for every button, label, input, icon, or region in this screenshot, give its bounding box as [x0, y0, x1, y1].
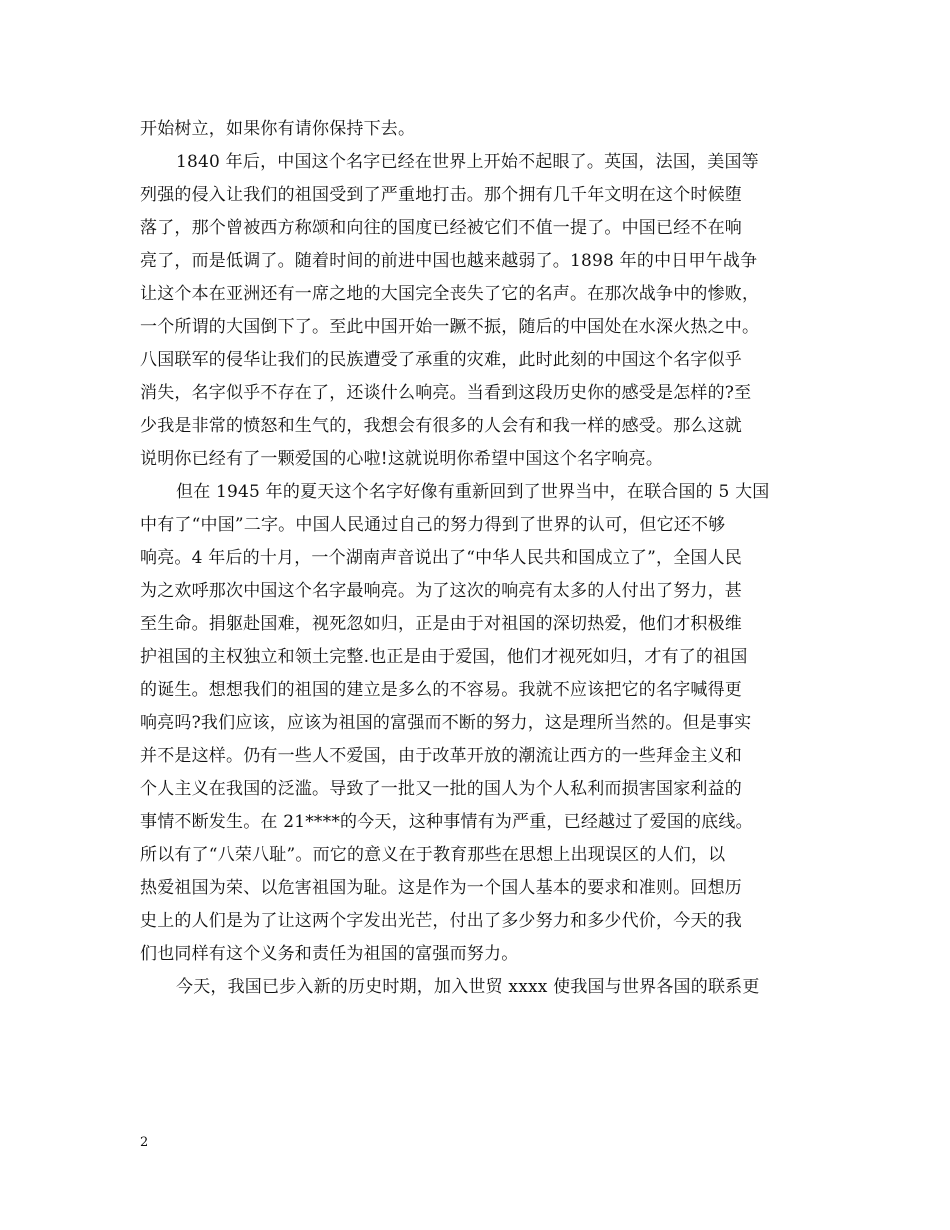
text-line: 八国联军的侵华让我们的民族遭受了承重的灾难，此时此刻的中国这个名字似乎 — [140, 350, 742, 370]
text-line: 中有了“中国”二字。中国人民通过自己的努力得到了世界的认可，但它还不够 — [140, 515, 726, 535]
text-line: 个人主义在我国的泛滥。导致了一批又一批的国人为个人私利而损害国家利益的 — [140, 779, 742, 799]
text-line: 说明你已经有了一颗爱国的心啦!这就说明你希望中国这个名字响亮。 — [140, 449, 664, 469]
text-line: 护祖国的主权独立和领土完整.也正是由于爱国，他们才视死如归，才有了的祖国 — [140, 647, 748, 667]
text-line: 一个所谓的大国倒下了。至此中国开始一蹶不振，随后的中国处在水深火热之中。 — [140, 317, 760, 337]
text-line: 消失，名字似乎不存在了，还谈什么响亮。当看到这段历史你的感受是怎样的?至 — [140, 383, 752, 403]
text-line: 响亮吗?我们应该，应该为祖国的富强而不断的努力，这是理所当然的。但是事实 — [140, 713, 752, 733]
text-line: 们也同样有这个义务和责任为祖国的富强而努力。 — [140, 944, 519, 964]
paragraph-first-line: 1840 年后，中国这个名字已经在世界上开始不起眼了。英国，法国，美国等 — [176, 152, 759, 172]
document-body — [140, 113, 830, 1004]
text-line: 落了，那个曾被西方称颂和向往的国度已经被它们不值一提了。中国已经不在响 — [140, 218, 742, 238]
text-line: 列强的侵入让我们的祖国受到了严重地打击。那个拥有几千年文明在这个时候堕 — [140, 185, 742, 205]
page-number: 2 — [140, 1135, 149, 1150]
text-line: 为之欢呼那次中国这个名字最响亮。为了这次的响亮有太多的人付出了努力，甚 — [140, 581, 742, 601]
paragraph-first-line: 今天，我国已步入新的历史时期，加入世贸 xxxx 使我国与世界各国的联系更 — [176, 977, 760, 997]
text-line: 亮了，而是低调了。随着时间的前进中国也越来越弱了。1898 年的中日甲午战争 — [140, 251, 758, 271]
text-line: 热爱祖国为荣、以危害祖国为耻。这是作为一个国人基本的要求和准则。回想历 — [140, 878, 742, 898]
text-line: 所以有了“八荣八耻”。而它的意义在于教育那些在思想上出现误区的人们，以 — [140, 845, 726, 865]
text-line: 的诞生。想想我们的祖国的建立是多么的不容易。我就不应该把它的名字喊得更 — [140, 680, 742, 700]
text-line: 事情不断发生。在 21****的今天，这种事情有为严重，已经越过了爱国的底线。 — [140, 812, 753, 832]
text-line: 响亮。4 年后的十月，一个湖南声音说出了“中华人民共和国成立了”，全国人民 — [140, 548, 742, 568]
text-line: 让这个本在亚洲还有一席之地的大国完全丧失了它的名声。在那次战争中的惨败， — [140, 284, 760, 304]
text-line: 开始树立，如果你有请你保持下去。 — [140, 119, 416, 139]
text-line: 至生命。捐躯赴国难，视死忽如归，正是由于对祖国的深切热爱，他们才积极维 — [140, 614, 742, 634]
text-line: 史上的人们是为了让这两个字发出光芒，付出了多少努力和多少代价，今天的我 — [140, 911, 742, 931]
paragraph-first-line: 但在 1945 年的夏天这个名字好像有重新回到了世界当中，在联合国的 5 大国 — [176, 482, 770, 502]
text-line: 并不是这样。仍有一些人不爱国，由于改革开放的潮流让西方的一些拜金主义和 — [140, 746, 742, 766]
text-line: 少我是非常的愤怒和生气的，我想会有很多的人会有和我一样的感受。那么这就 — [140, 416, 742, 436]
